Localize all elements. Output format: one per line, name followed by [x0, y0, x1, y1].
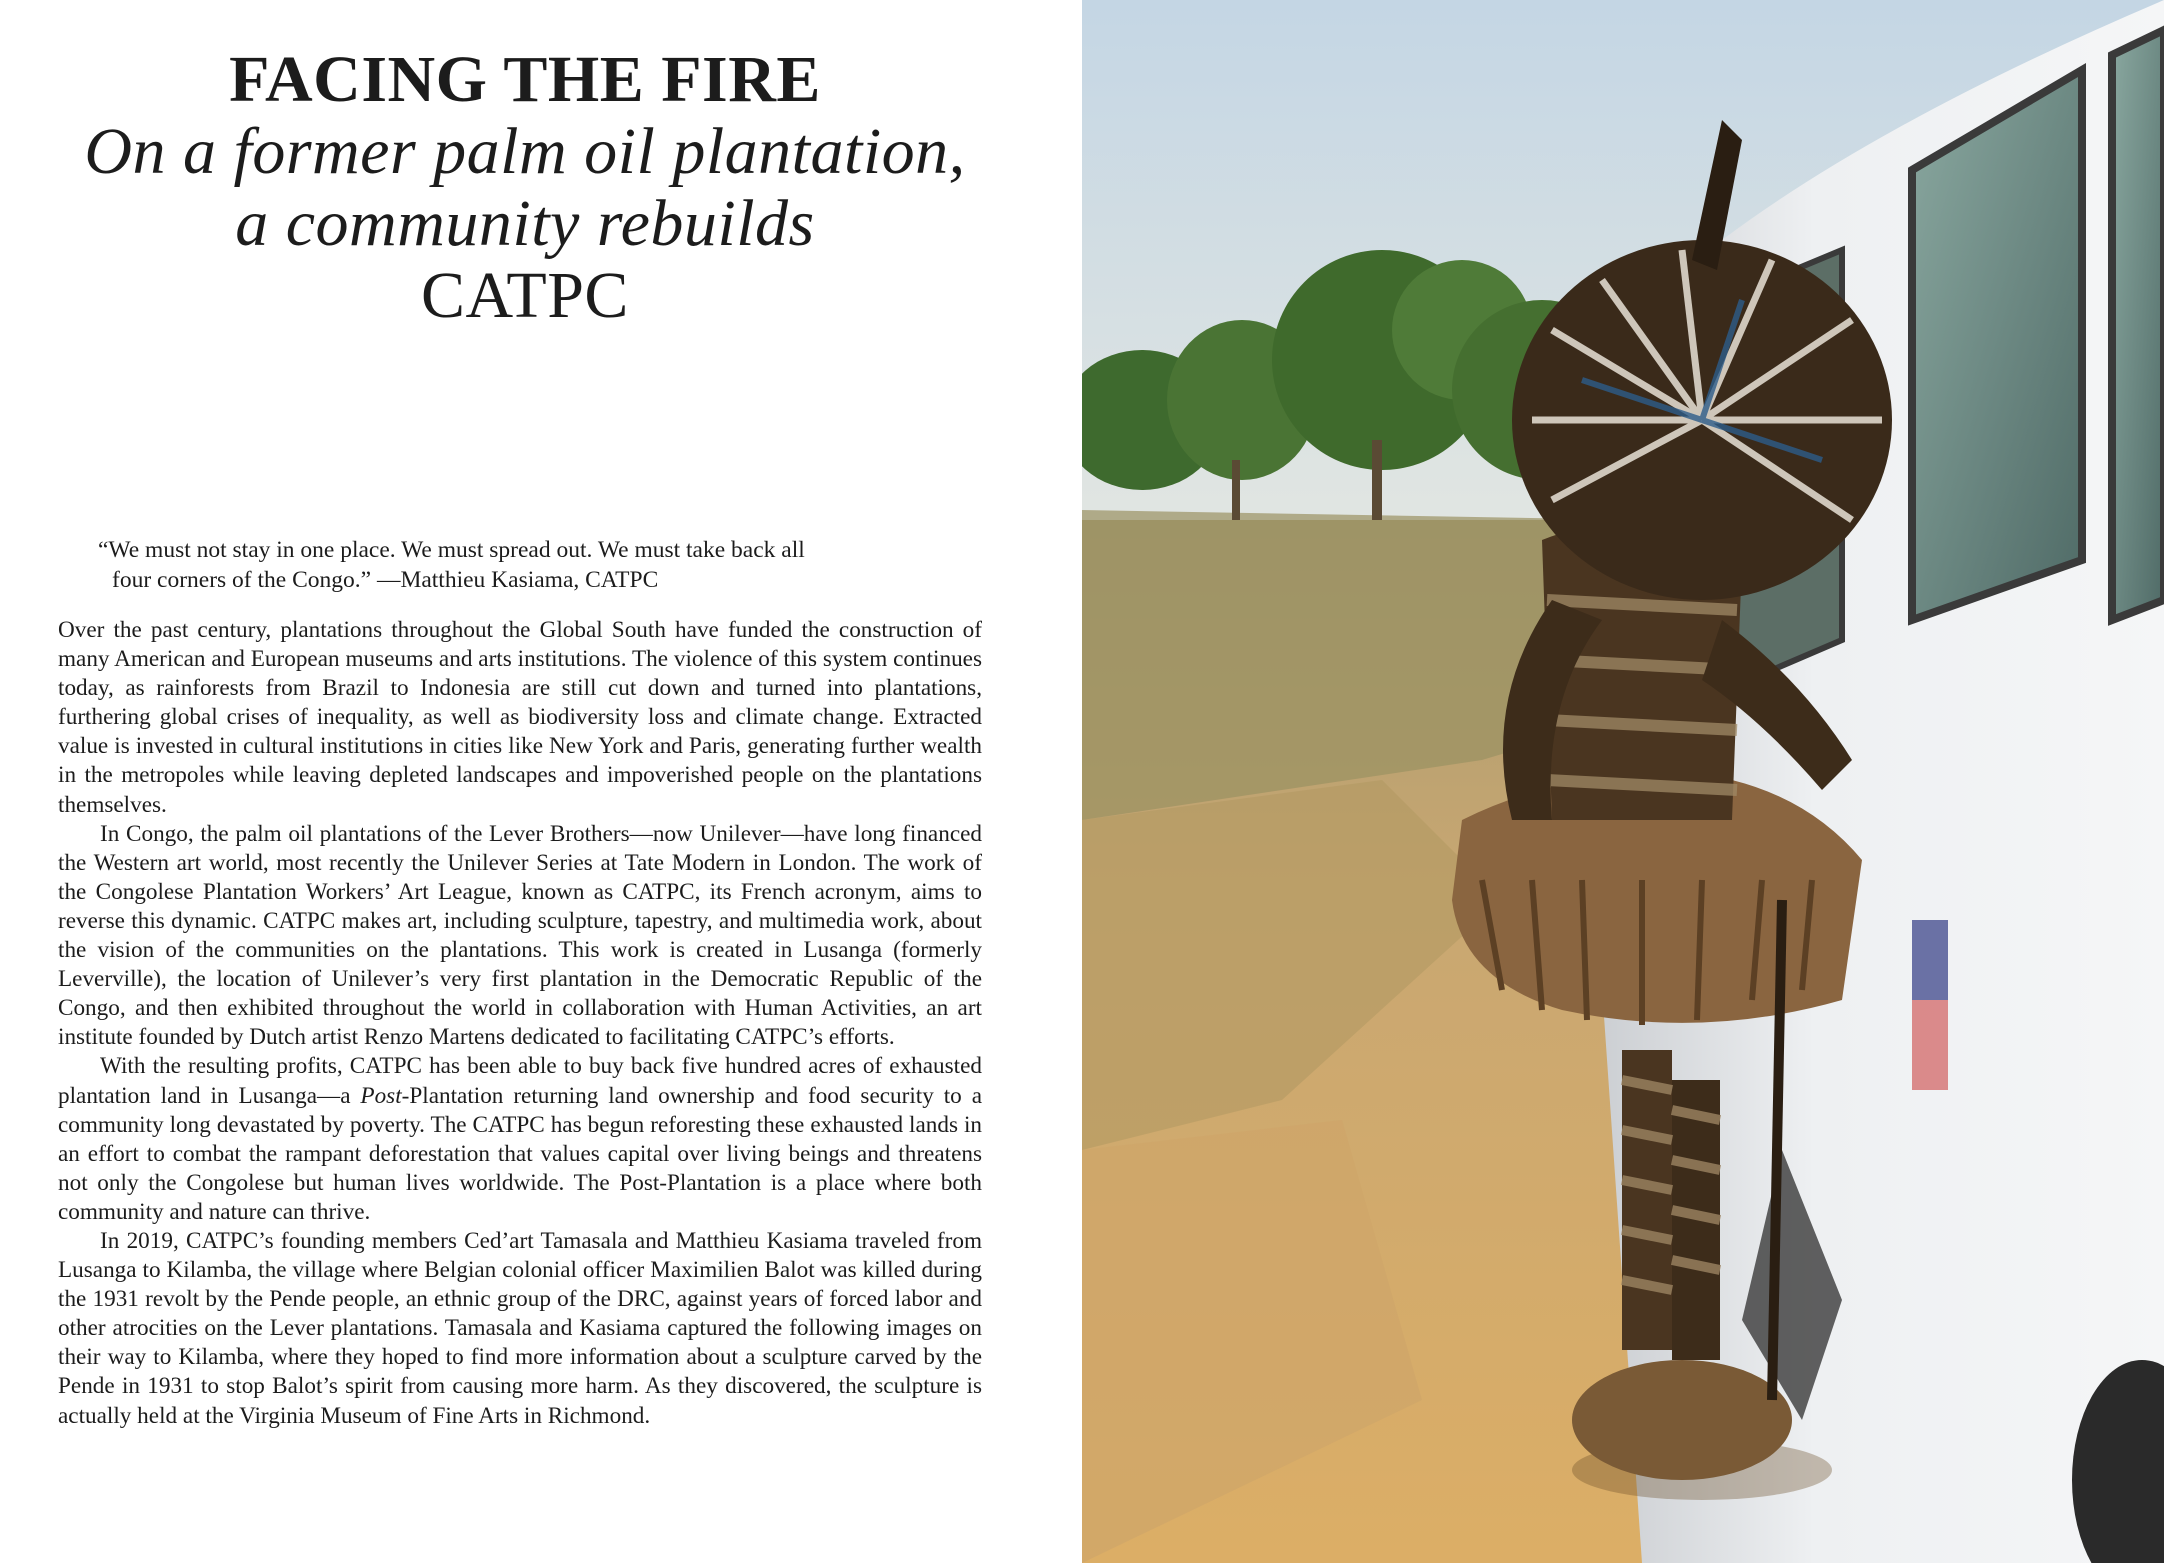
epigraph-line-1: “We must not stay in one place. We must spread out. We must take back all: [98, 537, 805, 563]
article-author: CATPC: [421, 259, 629, 332]
title-block: [20, 44, 1030, 332]
photo-illustration: [1082, 0, 2164, 1563]
paragraph-3-start: With the resulting profits, CATPC has been able to buy back five hundred acres of exhausted plantation land in Lusanga—a: [58, 1053, 982, 1109]
paragraph-1: Over the past century, plantations throughout the Global South have funded the construction of many American and European museums and arts institutions. The violence of this system continues today, as rainforests from Brazil to Indonesia are still cut down and turned into plantations, furthering global crises of inequality, as well as biodiversity loss and climate change. Extracted value is invested in cultural institutions in cities like New York and Paris, generating further wealth in the metropoles while leaving depleted landscapes and impoverished people on the plantations themselves.: [58, 617, 982, 818]
article-title: FACING THE FIRE: [229, 43, 821, 116]
epigraph: [98, 535, 958, 595]
paragraph-2: In Congo, the palm oil plantations of the Lever Brothers—now Unilever—have long financed the Western art world, most recently the Unilever Series at Tate Modern in London. The work of the Congolese Plantation Workers’ Art League, known as CATPC, its French acronym, aims to reverse this dynamic. CATPC makes art, including sculpture, tapestry, and multimedia work, about the vision of the communities on the plantations. This work is created in Lusanga (formerly Leverville), the location of Unilever’s very first plantation in the Democratic Republic of the Congo, and then exhibited throughout the world in collaboration with Human Activities, an art institute founded by Dutch artist Renzo Martens dedicated to facilitating CATPC’s efforts.: [58, 820, 982, 1051]
paragraph-4: In 2019, CATPC’s founding members Ced’art Tamasala and Matthieu Kasiama traveled from Lusanga to Kilamba, the village where Belgian colonial officer Maximilien Balot was killed during the 1931 revolt by the Pende people, an ethnic group of the DRC, against years of forced labor and other atrocities on the Lever plantations. Tamasala and Kasiama captured the following images on their way to Kilamba, where they hoped to find more information about a sculpture carved by the Pende in 1931 to stop Balot’s spirit from causing more harm. As they discovered, the sculpture is actually held at the Virginia Museum of Fine Arts in Richmond.: [58, 1227, 982, 1429]
article-subtitle-line-2: a community rebuilds: [235, 187, 815, 260]
masquerade-photo: [1082, 0, 2164, 1563]
paragraph-3-italic: Post: [360, 1082, 402, 1109]
epigraph-line-2: four corners of the Congo.” —Matthieu Kasiama, CATPC: [112, 567, 659, 593]
article-subtitle-line-1: On a former palm oil plantation,: [84, 115, 966, 188]
article-body: [58, 616, 982, 1431]
paragraph-3: [58, 1052, 982, 1227]
paragraph-3-end: -Plantation returning land ownership and food security to a community long devastated by poverty. The CATPC has begun reforesting these exhausted lands in an effort to combat the rampant deforestation that values capital over living beings and threatens not only the Congolese but human lives worldwide. The Post-Plantation is a place where both community and nature can thrive.: [58, 1082, 982, 1225]
